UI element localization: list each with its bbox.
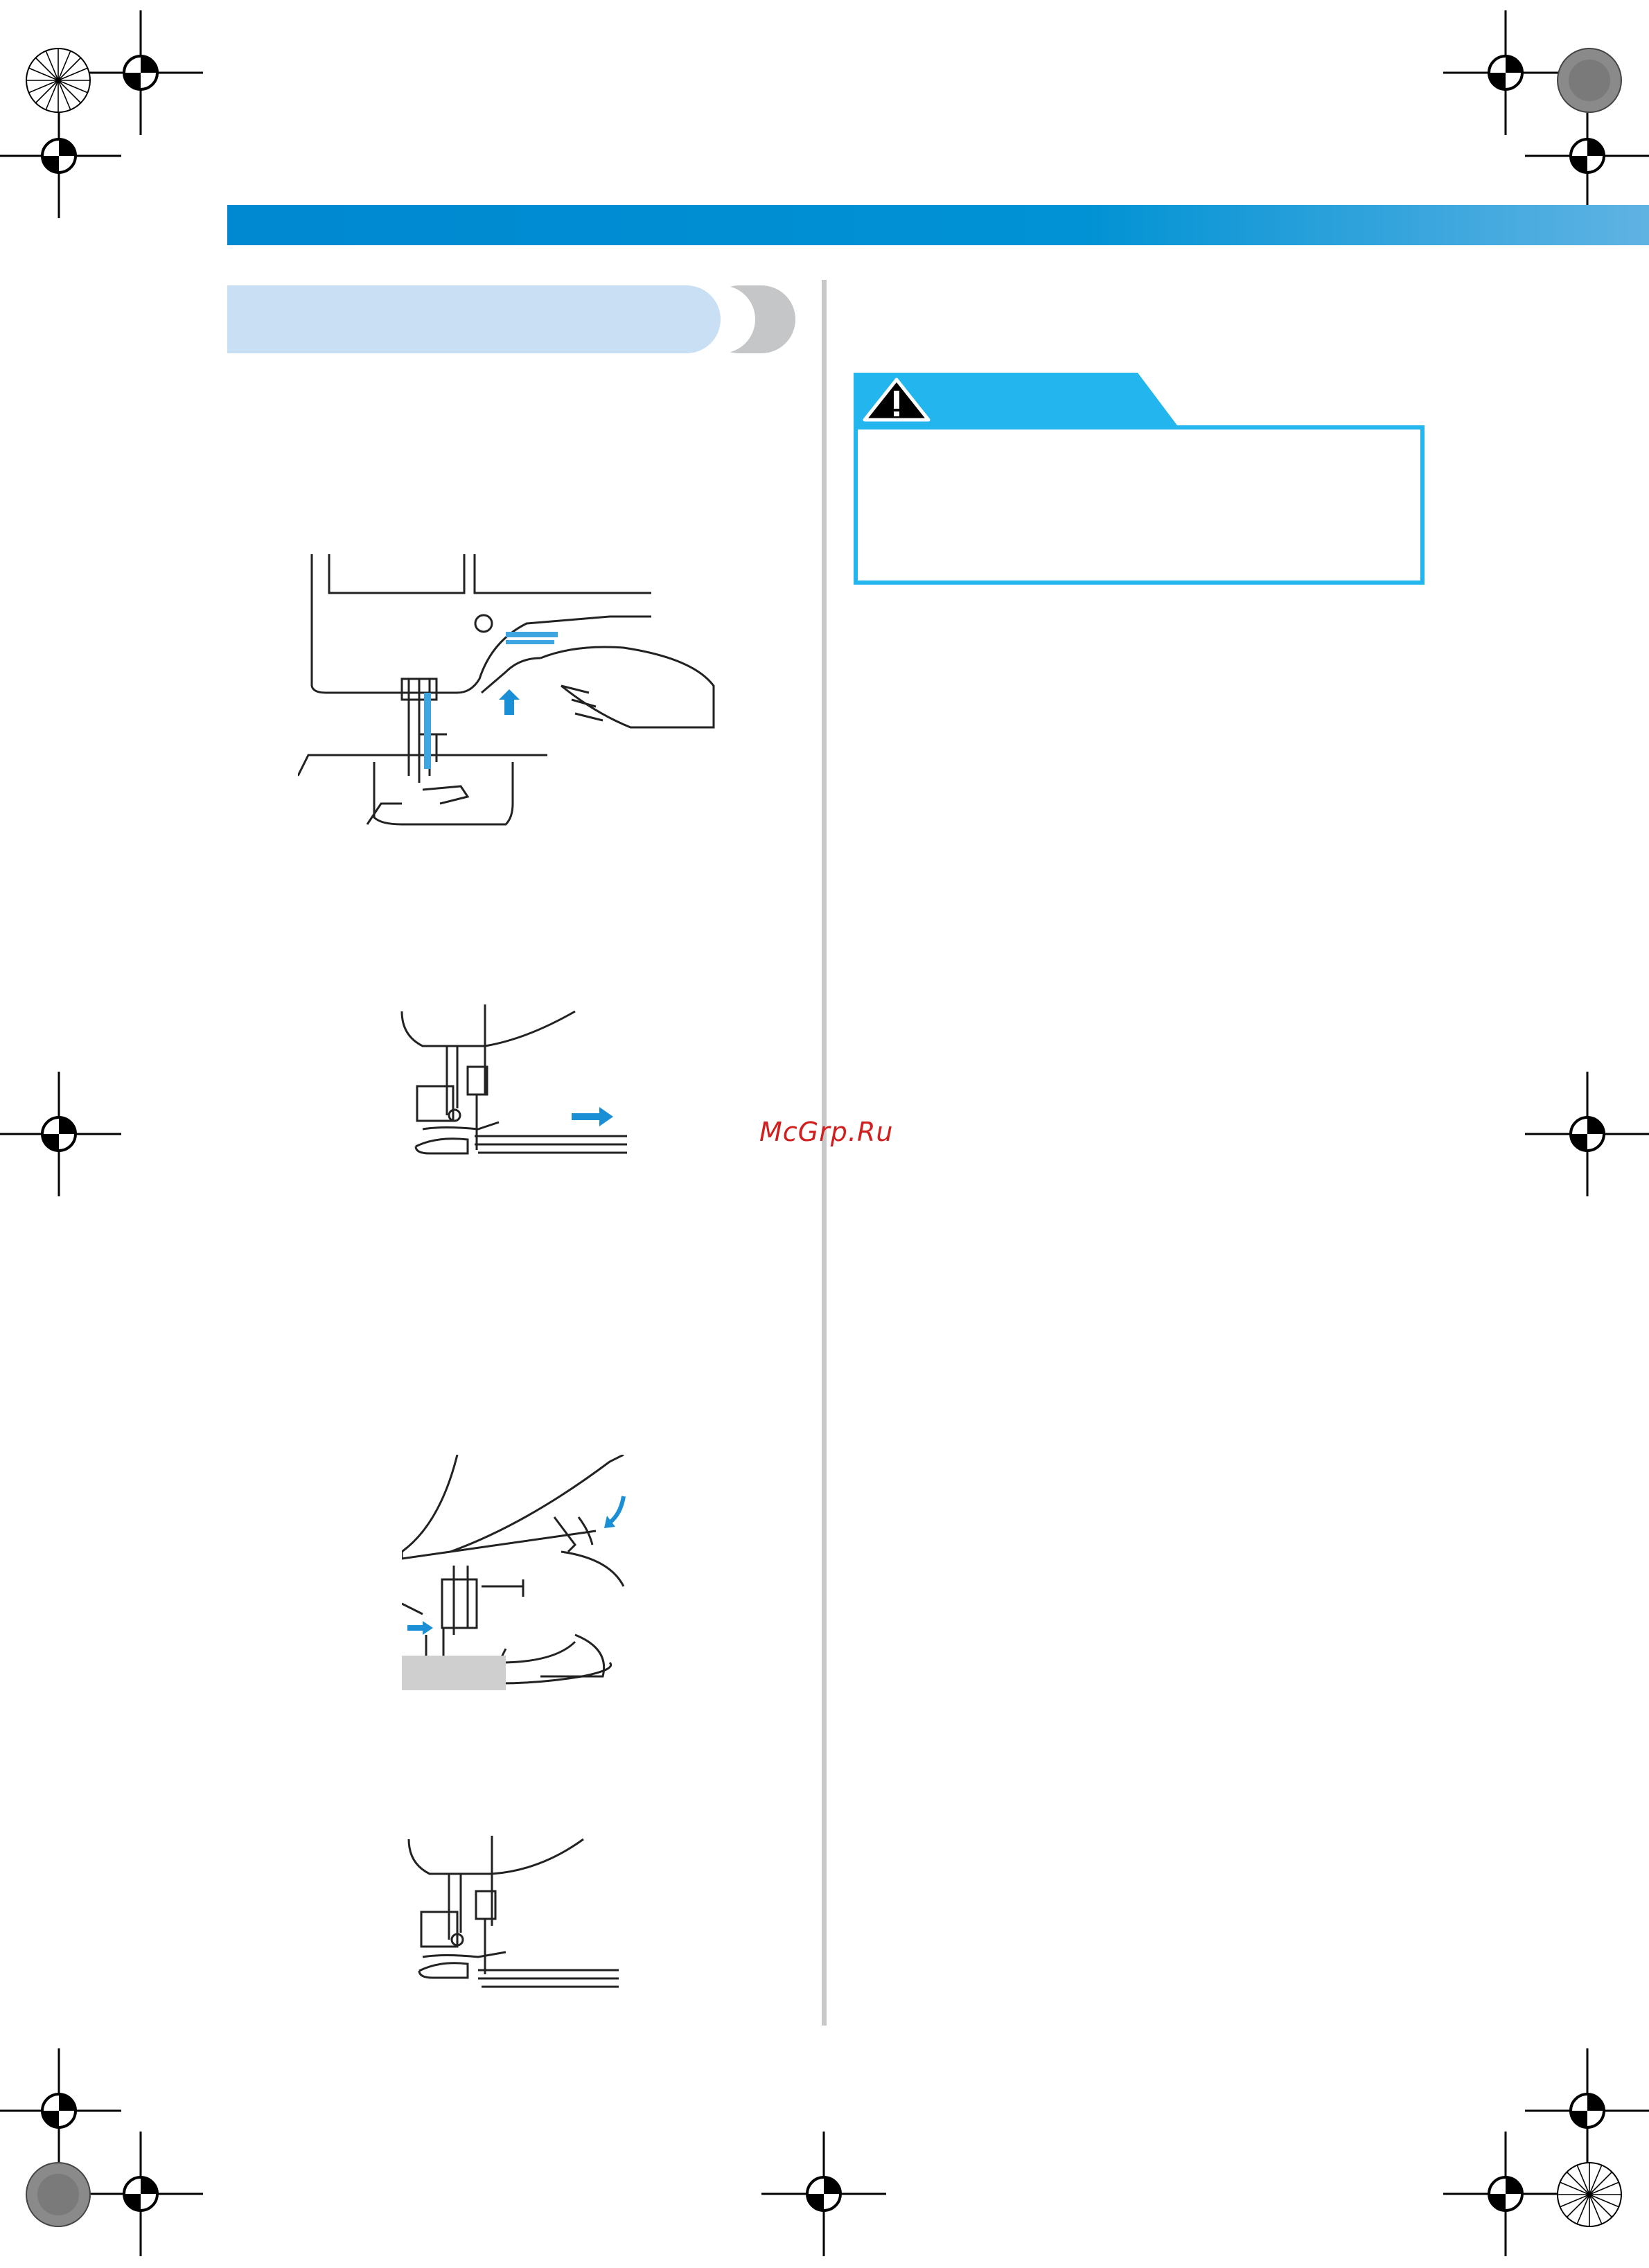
chapter-header-band [227,205,1649,245]
registration-mark-icon [758,2128,890,2260]
registration-mark-icon [0,1068,125,1200]
fabric-placement-illustration [388,998,637,1164]
arrow-right-icon [572,1107,613,1126]
registration-mark-icon [1522,2045,1649,2177]
lower-presser-foot-illustration [402,1455,630,1690]
color-wheel-icon [25,47,91,114]
registration-mark-icon [75,2128,206,2260]
presser-foot-lowered-illustration [402,1836,630,2002]
caution-box [854,425,1425,585]
registration-mark-icon [1522,1068,1649,1200]
arrow-up-icon [499,689,520,715]
color-wheel-icon [25,2161,91,2228]
presser-foot-lifter-illustration [298,554,728,831]
watermark-text: McGrp.Ru [759,1117,894,1147]
caution-tab [854,373,1179,428]
arrow-down-curve-icon [604,1496,624,1528]
color-wheel-icon [1556,47,1623,114]
section-heading [227,285,795,353]
color-wheel-icon [1556,2161,1623,2228]
registration-mark-icon [75,7,206,139]
column-divider [822,280,827,2026]
arrow-right-icon [407,1621,433,1635]
